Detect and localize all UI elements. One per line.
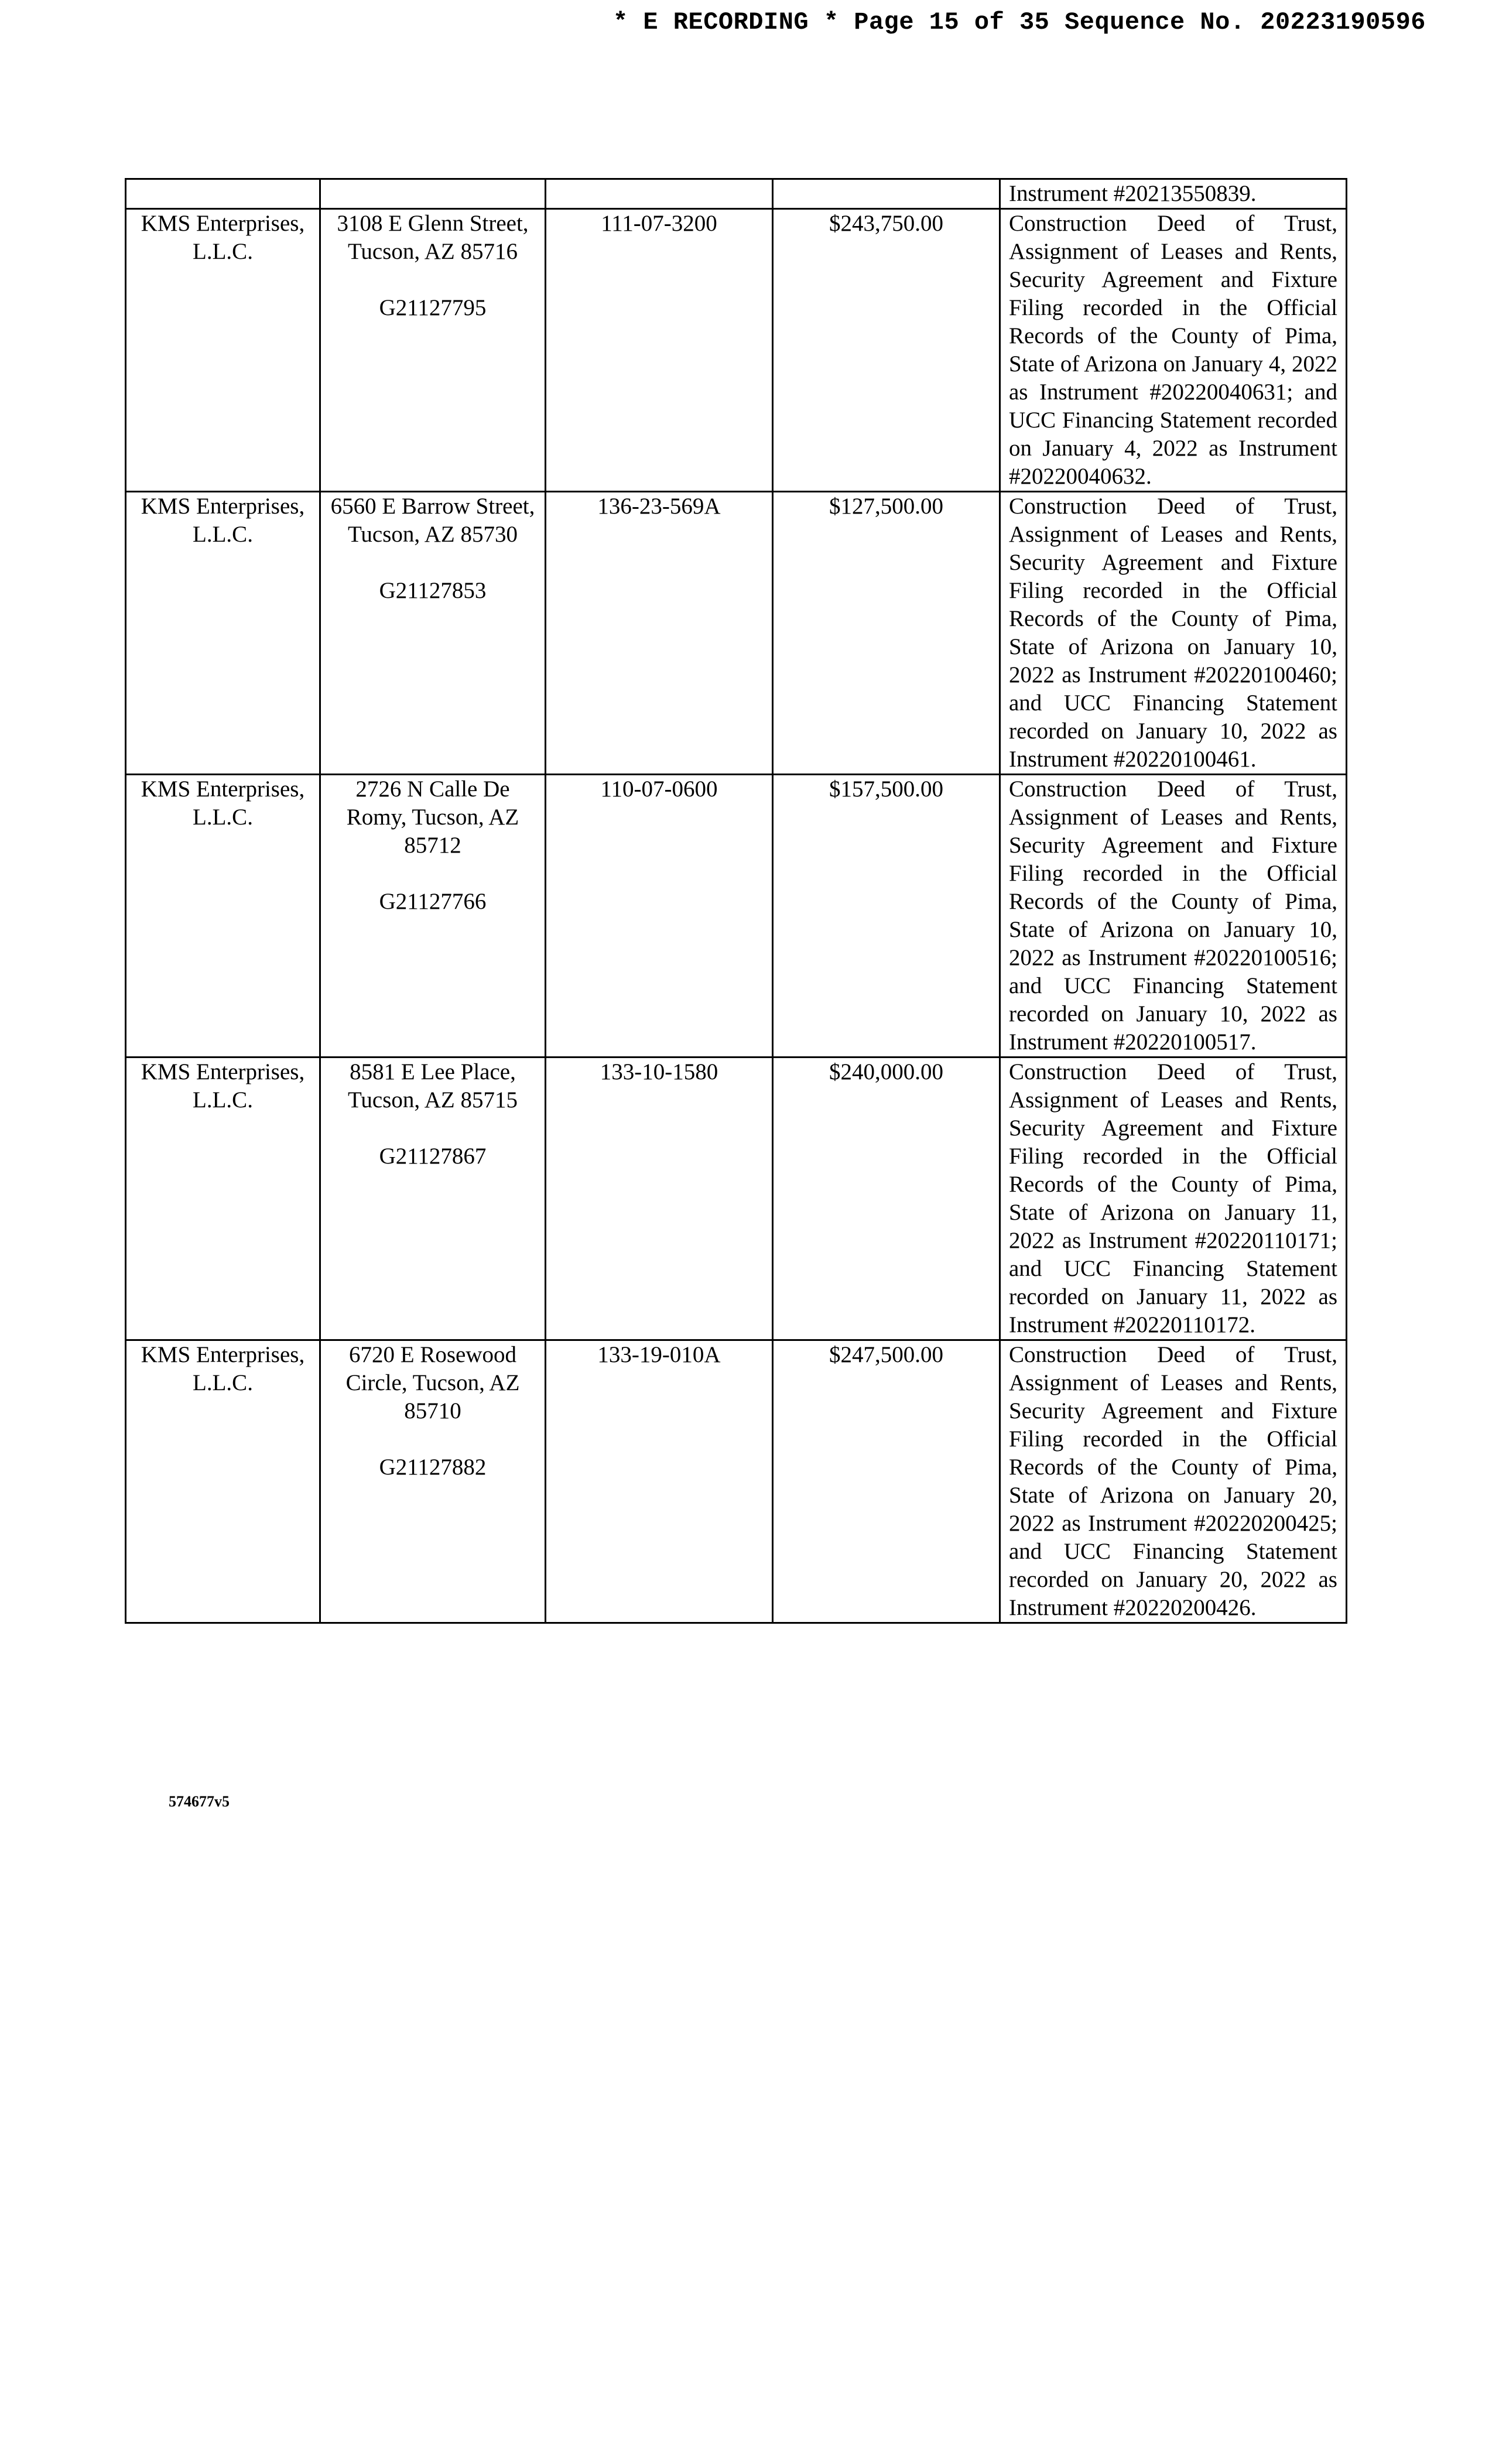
amount-cell: [773, 179, 1000, 209]
address-cell: [320, 1058, 546, 1340]
amount-cell: $243,750.00: [773, 209, 1000, 492]
amount-cell: $247,500.00: [773, 1340, 1000, 1623]
address-cell: [320, 775, 546, 1058]
description-cell: Construction Deed of Trust, Assignment of Leases and Rents, Security Agreement and Fixture Filing recorded in the Official Records of the County of Pima, State of Arizona on January 20, 2022 as Instrument #20220200425; and UCC Financing Statement recorded on January 20, 2022 as Instrument #20220200426.: [1000, 1340, 1347, 1623]
property-address: 6720 E Rosewood Circle, Tucson, AZ 85710: [345, 1342, 520, 1423]
loan-number: G21127867: [379, 1144, 487, 1169]
property-address: 6560 E Barrow Street, Tucson, AZ 85730: [330, 494, 535, 547]
owner-cell: KMS Enterprises, L.L.C.: [126, 492, 320, 775]
parcel-cell: 133-10-1580: [546, 1058, 773, 1340]
property-address: 8581 E Lee Place, Tucson, AZ 85715: [347, 1059, 518, 1113]
property-address: 2726 N Calle De Romy, Tucson, AZ 85712: [346, 776, 519, 858]
parcel-cell: 133-19-010A: [546, 1340, 773, 1623]
loan-number: G21127795: [379, 295, 487, 320]
description-cell: Construction Deed of Trust, Assignment of Leases and Rents, Security Agreement and Fixture Filing recorded in the Official Records of the County of Pima, State of Arizona on January 10, 2022 as Instrument #20220100460; and UCC Financing Statement recorded on January 10, 2022 as Instrument #20220100461.: [1000, 492, 1347, 775]
amount-cell: $240,000.00: [773, 1058, 1000, 1340]
owner-cell: KMS Enterprises, L.L.C.: [126, 1058, 320, 1340]
document-version-footer: 574677v5: [169, 1793, 230, 1810]
table-row: [126, 1058, 1347, 1340]
table-row: [126, 1340, 1347, 1623]
address-cell: [320, 1340, 546, 1623]
table-row: [126, 775, 1347, 1058]
table-row: [126, 209, 1347, 492]
parcel-cell: 111-07-3200: [546, 209, 773, 492]
property-records-table: [125, 178, 1347, 1624]
amount-cell: $127,500.00: [773, 492, 1000, 775]
owner-cell: [126, 179, 320, 209]
amount-cell: $157,500.00: [773, 775, 1000, 1058]
owner-cell: KMS Enterprises, L.L.C.: [126, 1340, 320, 1623]
loan-number: G21127766: [379, 889, 487, 914]
property-address: 3108 E Glenn Street, Tucson, AZ 85716: [337, 211, 529, 264]
address-cell: [320, 179, 546, 209]
address-cell: [320, 492, 546, 775]
owner-cell: KMS Enterprises, L.L.C.: [126, 775, 320, 1058]
address-cell: [320, 209, 546, 492]
description-cell: Construction Deed of Trust, Assignment of Leases and Rents, Security Agreement and Fixture Filing recorded in the Official Records of the County of Pima, State of Arizona on January 11, 2022 as Instrument #20220110171; and UCC Financing Statement recorded on January 11, 2022 as Instrument #20220110172.: [1000, 1058, 1347, 1340]
description-cell: Construction Deed of Trust, Assignment of Leases and Rents, Security Agreement and Fixture Filing recorded in the Official Records of the County of Pima, State of Arizona on January 10, 2022 as Instrument #20220100516; and UCC Financing Statement recorded on January 10, 2022 as Instrument #20220100517.: [1000, 775, 1347, 1058]
loan-number: G21127882: [379, 1455, 487, 1480]
owner-cell: KMS Enterprises, L.L.C.: [126, 209, 320, 492]
table-row: [126, 492, 1347, 775]
table-row-continued: [126, 179, 1347, 209]
parcel-cell: 136-23-569A: [546, 492, 773, 775]
recording-header: * E RECORDING * Page 15 of 35 Sequence No. 20223190596: [612, 8, 1426, 36]
description-cell: Instrument #20213550839.: [1000, 179, 1347, 209]
description-cell: Construction Deed of Trust, Assignment of Leases and Rents, Security Agreement and Fixture Filing recorded in the Official Records of the County of Pima, State of Arizona on January 4, 2022 as Instrument #20220040631; and UCC Financing Statement recorded on January 4, 2022 as Instrument #20220040632.: [1000, 209, 1347, 492]
loan-number: G21127853: [379, 578, 487, 603]
parcel-cell: 110-07-0600: [546, 775, 773, 1058]
parcel-cell: [546, 179, 773, 209]
